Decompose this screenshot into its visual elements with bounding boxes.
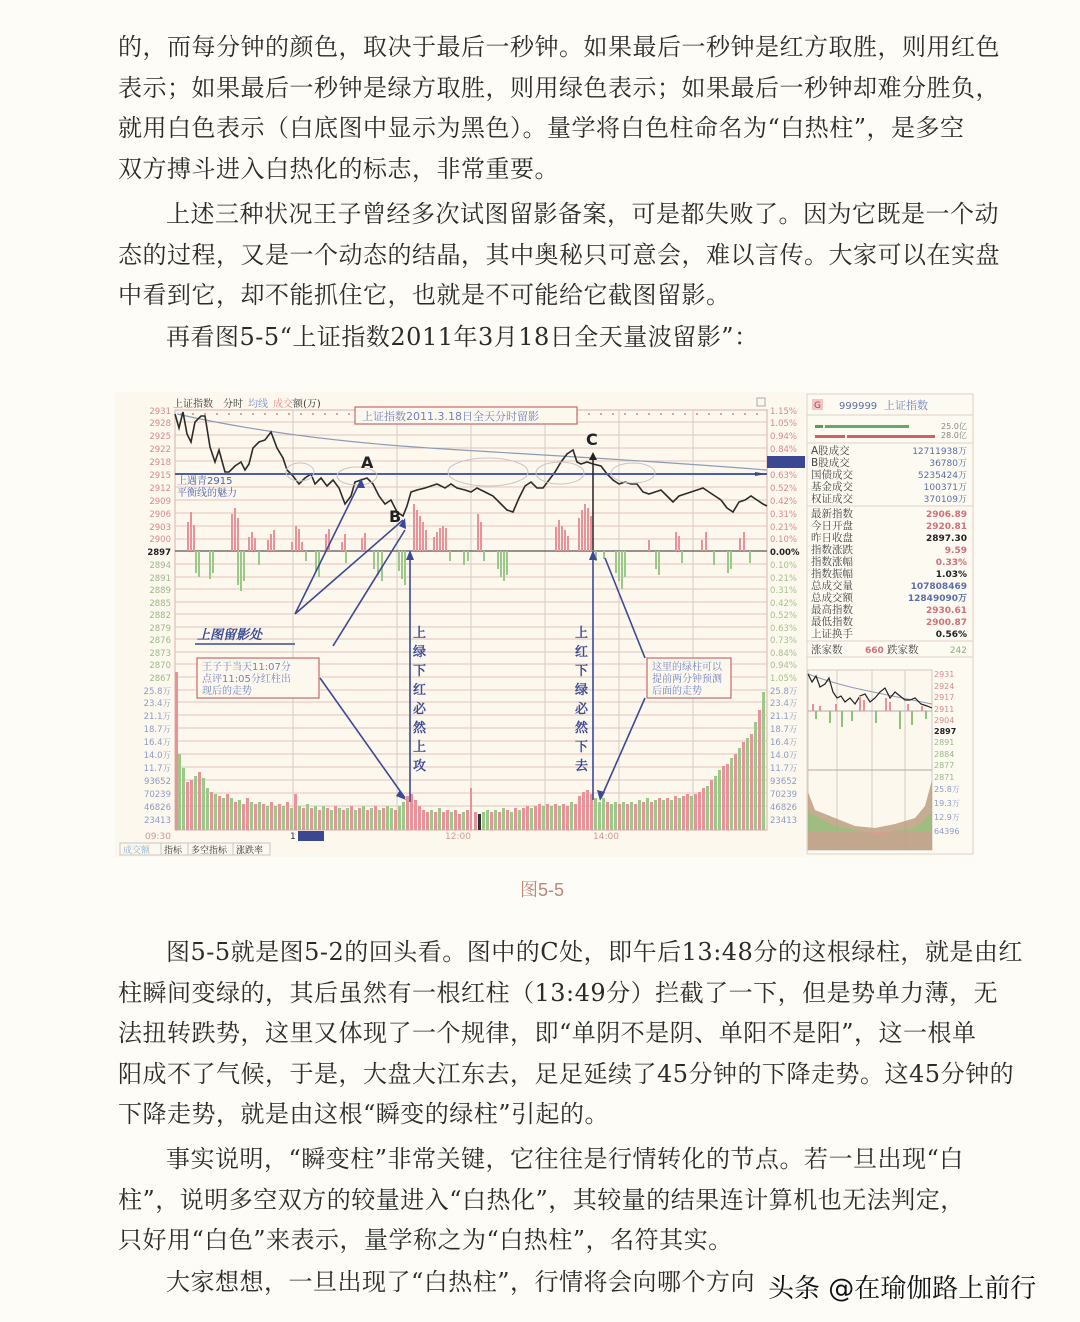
svg-text:2931: 2931 <box>149 407 171 417</box>
svg-text:0.21%: 0.21% <box>770 523 798 533</box>
svg-text:红: 红 <box>413 683 427 698</box>
svg-text:70239: 70239 <box>770 790 798 800</box>
svg-text:16.4万: 16.4万 <box>143 738 171 748</box>
svg-text:23413: 23413 <box>143 816 171 826</box>
svg-text:今日开盘: 今日开盘 <box>811 520 853 532</box>
svg-text:2924: 2924 <box>934 682 955 691</box>
watermark: 头条 @在瑜伽路上前行 <box>768 1274 1037 1304</box>
text-line: 法扭转跌势，这里又体现了一个规律，即“单阴不是阴、单阳不是阳”，这一根单 <box>118 1019 977 1047</box>
svg-text:2906: 2906 <box>149 510 171 520</box>
svg-text:0.10%: 0.10% <box>770 535 798 545</box>
svg-text:2906.89: 2906.89 <box>926 510 967 520</box>
tab-indicator[interactable]: 指标 <box>164 846 183 856</box>
outer-volume: 25.0亿 <box>941 422 967 431</box>
svg-text:下: 下 <box>575 740 589 755</box>
svg-text:46826: 46826 <box>143 803 171 813</box>
svg-text:93652: 93652 <box>143 777 171 787</box>
svg-text:93652: 93652 <box>770 777 798 787</box>
svg-text:14.0万: 14.0万 <box>770 751 798 761</box>
svg-text:12711938万: 12711938万 <box>912 447 967 457</box>
svg-text:最高指数: 最高指数 <box>811 604 853 616</box>
svg-text:0.10%: 0.10% <box>770 561 798 571</box>
svg-text:2891: 2891 <box>149 574 171 584</box>
svg-text:2867: 2867 <box>149 674 171 684</box>
annotation-1107-line3: 现后的走势 <box>202 686 252 697</box>
svg-text:2900.87: 2900.87 <box>926 618 967 628</box>
svg-text:0.52%: 0.52% <box>770 611 798 621</box>
svg-text:去: 去 <box>575 759 589 774</box>
paragraph-2 <box>118 194 1000 316</box>
svg-text:2917: 2917 <box>934 693 955 702</box>
svg-text:指数涨幅: 指数涨幅 <box>811 556 853 568</box>
annotation-balance-caption: 平衡线的魅力 <box>177 488 237 499</box>
svg-text:2882: 2882 <box>149 611 171 621</box>
svg-text:11.7万: 11.7万 <box>770 764 798 774</box>
svg-text:绿: 绿 <box>413 645 427 660</box>
svg-text:2871: 2871 <box>934 773 955 782</box>
tab-turnover[interactable]: 成交额 <box>123 846 151 856</box>
svg-text:2894: 2894 <box>149 561 171 571</box>
svg-text:上: 上 <box>413 626 427 641</box>
svg-text:总成交量: 总成交量 <box>811 580 853 592</box>
svg-text:21.1万: 21.1万 <box>143 712 171 722</box>
svg-text:18.7万: 18.7万 <box>770 725 798 735</box>
svg-text:1.05%: 1.05% <box>770 674 798 684</box>
svg-text:2911: 2911 <box>934 705 955 714</box>
svg-text:0.21%: 0.21% <box>770 574 798 584</box>
svg-text:2909: 2909 <box>149 497 171 507</box>
svg-text:最新指数: 最新指数 <box>811 508 853 520</box>
svg-text:21.1万: 21.1万 <box>770 712 798 722</box>
svg-text:14.0万: 14.0万 <box>143 751 171 761</box>
mini-chart <box>808 670 932 850</box>
annotation-1107-line2: 点评11:05分红柱出 <box>202 674 291 685</box>
volume-label: 成交 <box>273 399 293 410</box>
svg-text:0.94%: 0.94% <box>770 432 798 442</box>
svg-text:16.4万: 16.4万 <box>770 738 798 748</box>
decline-value: 242 <box>949 646 967 656</box>
text-line: 下降走势，就是由这根“瞬变的绿柱”引起的。 <box>118 1100 610 1128</box>
svg-text:2930.61: 2930.61 <box>926 606 967 616</box>
quote-name: 上证指数 <box>884 399 928 412</box>
svg-text:0.42%: 0.42% <box>770 497 798 507</box>
svg-text:绿: 绿 <box>575 683 589 698</box>
svg-text:昨日收盘: 昨日收盘 <box>811 532 853 544</box>
svg-text:2891: 2891 <box>934 738 955 747</box>
svg-text:下: 下 <box>413 664 427 679</box>
text-line: 就用白色表示（白底图中显示为黑色）。量学将白色柱命名为“白热柱”，是多空 <box>118 114 965 142</box>
svg-text:370109万: 370109万 <box>923 495 967 505</box>
svg-text:0.56%: 0.56% <box>935 630 967 640</box>
svg-text:0.84%: 0.84% <box>770 445 798 455</box>
avg-label: 均线 <box>248 399 268 410</box>
svg-text:2931: 2931 <box>934 670 955 679</box>
paragraph-5 <box>118 1139 988 1261</box>
svg-text:19.3万: 19.3万 <box>934 799 960 808</box>
text-line: 态的过程，又是一个动态的结晶，其中奥秘只可意会，难以言传。大家可以在实盘 <box>118 240 1000 269</box>
volume-unit-label: 额(万) <box>293 399 321 410</box>
svg-text:23.4万: 23.4万 <box>143 699 171 709</box>
svg-text:25.8万: 25.8万 <box>143 687 171 697</box>
svg-text:然: 然 <box>575 721 589 736</box>
svg-text:0.73%: 0.73% <box>770 636 798 646</box>
svg-text:0.63%: 0.63% <box>770 471 798 481</box>
annotation-1107-line1: 王子于当天11:07分 <box>202 662 291 673</box>
text-line: 表示；如果最后一秒钟是绿方取胜，则用绿色表示；如果最后一秒钟却难分胜负， <box>118 73 1000 102</box>
svg-text:2922: 2922 <box>149 445 171 455</box>
svg-text:107808469: 107808469 <box>910 582 967 592</box>
text-line: 大家想想，一旦出现了“白热柱”，行情将会向哪个方向 <box>166 1268 756 1296</box>
annotation-green-line2: 提前两分钟预测 <box>652 674 722 685</box>
figure-caption: 图5-5 <box>520 880 565 900</box>
marker-c: C <box>586 430 598 449</box>
tab-long-short[interactable]: 多空指标 <box>191 846 228 856</box>
text-line: 事实说明，“瞬变柱”非常关键，它往往是行情转化的节点。若一旦出现“白 <box>166 1145 964 1173</box>
svg-text:2877: 2877 <box>934 761 955 770</box>
text-line: 中看到它，却不能抓住它，也就是不可能给它截图留影。 <box>118 281 731 309</box>
svg-text:14:00: 14:00 <box>593 832 619 842</box>
svg-text:25.8万: 25.8万 <box>770 687 798 697</box>
text-line: 柱”，说明多空双方的较量进入“白热化”，其较量的结果连计算机也无法判定， <box>118 1185 965 1214</box>
svg-text:12:00: 12:00 <box>445 832 471 842</box>
svg-text:下: 下 <box>575 664 589 679</box>
svg-text:64396: 64396 <box>934 827 960 836</box>
svg-text:必: 必 <box>413 702 427 717</box>
svg-text:100371万: 100371万 <box>923 483 967 493</box>
svg-text:2897: 2897 <box>934 727 957 736</box>
text-line: 图5-5就是图5-2的回头看。图中的C处，即午后13:48分的这根绿柱，就是由红 <box>166 938 1023 966</box>
figure-5-5-intraday-chart <box>115 392 975 857</box>
svg-text:1.15%: 1.15% <box>770 407 798 417</box>
svg-text:上: 上 <box>575 626 589 641</box>
svg-text:B股成交: B股成交 <box>811 457 850 469</box>
text-line: 上述三种状况王子曾经多次试图留影备案，可是都失败了。因为它既是一个动 <box>166 200 999 228</box>
svg-text:0.84%: 0.84% <box>770 649 798 659</box>
svg-text:23.4万: 23.4万 <box>770 699 798 709</box>
paragraph-3 <box>118 317 988 358</box>
text-line: 柱瞬间变绿的，其后虽然有一根红柱（13:49分）拦截了一下，但是势单力薄，无 <box>118 978 999 1007</box>
svg-text:上: 上 <box>413 740 427 755</box>
svg-text:1.05%: 1.05% <box>770 419 798 429</box>
advance-label: 涨家数 <box>811 644 843 656</box>
svg-text:国债成交: 国债成交 <box>811 469 853 481</box>
svg-text:上证换手: 上证换手 <box>811 628 853 640</box>
title-box-text: 上证指数2011.3.18日全天分时留影 <box>362 410 539 423</box>
svg-text:2873: 2873 <box>149 649 171 659</box>
marker-a: A <box>361 453 374 472</box>
svg-text:2900: 2900 <box>149 535 171 545</box>
svg-text:攻: 攻 <box>413 759 427 774</box>
svg-text:0.31%: 0.31% <box>770 510 798 520</box>
svg-text:最低指数: 最低指数 <box>811 616 853 628</box>
svg-text:2912: 2912 <box>149 484 171 494</box>
svg-text:9.59: 9.59 <box>944 546 967 556</box>
svg-text:11.7万: 11.7万 <box>143 764 171 774</box>
svg-text:A股成交: A股成交 <box>811 445 850 457</box>
decline-label: 跌家数 <box>887 644 919 656</box>
svg-text:0.42%: 0.42% <box>770 599 798 609</box>
advance-value: 660 <box>865 646 884 656</box>
svg-text:2897.30: 2897.30 <box>926 534 967 544</box>
mode-label: 分时 <box>223 399 243 410</box>
svg-text:然: 然 <box>413 721 427 736</box>
svg-text:2903: 2903 <box>149 523 171 533</box>
svg-text:0.31%: 0.31% <box>770 586 798 596</box>
svg-text:25.8万: 25.8万 <box>934 785 960 794</box>
paragraph-1 <box>118 27 1000 189</box>
svg-text:0.52%: 0.52% <box>770 484 798 494</box>
svg-text:2897: 2897 <box>147 548 171 558</box>
text-line: 双方搏斗进入白热化的标志，非常重要。 <box>118 154 559 183</box>
svg-text:1: 1 <box>290 832 296 842</box>
tab-advance-decline[interactable]: 涨跌率 <box>236 846 264 856</box>
svg-text:12.9万: 12.9万 <box>934 813 960 822</box>
svg-text:0.33%: 0.33% <box>935 558 967 568</box>
svg-text:1.03%: 1.03% <box>935 570 967 580</box>
svg-text:2904: 2904 <box>934 716 955 725</box>
index-name-label: 上证指数 <box>173 399 213 410</box>
text-line: 阳成不了气候，于是，大盘大江东去，足足延续了45分钟的下降走势。这45分钟的 <box>118 1059 1015 1088</box>
svg-text:0.63%: 0.63% <box>770 624 798 634</box>
svg-text:36780万: 36780万 <box>929 459 967 469</box>
svg-text:2925: 2925 <box>149 432 171 442</box>
text-line: 的，而每分钟的颜色，取决于最后一秒钟。如果最后一秒钟是红方取胜，则用红色 <box>118 33 1000 61</box>
svg-text:18.7万: 18.7万 <box>143 725 171 735</box>
svg-text:46826: 46826 <box>770 803 798 813</box>
svg-text:指数振幅: 指数振幅 <box>811 568 853 580</box>
inner-volume: 28.0亿 <box>941 431 967 440</box>
svg-text:2918: 2918 <box>149 458 171 468</box>
annotation-balance-line: 上遇青2915 <box>177 476 233 487</box>
svg-text:70239: 70239 <box>143 790 171 800</box>
quote-badge: G <box>814 401 821 411</box>
svg-text:0.00%: 0.00% <box>770 548 800 558</box>
svg-text:2928: 2928 <box>149 419 171 429</box>
svg-text:2870: 2870 <box>149 661 171 671</box>
svg-text:必: 必 <box>575 702 589 717</box>
svg-text:2884: 2884 <box>934 750 955 759</box>
annotation-green-line1: 这里的绿柱可以 <box>652 662 722 673</box>
svg-text:0.94%: 0.94% <box>770 661 798 671</box>
svg-text:红: 红 <box>575 645 589 660</box>
bottom-tabs <box>120 843 270 856</box>
svg-text:5235424万: 5235424万 <box>917 471 967 481</box>
svg-text:2879: 2879 <box>149 624 171 634</box>
quote-code: 999999 <box>839 401 878 412</box>
svg-text:09:30: 09:30 <box>145 832 171 842</box>
quote-panel <box>807 394 973 854</box>
svg-text:基金成交: 基金成交 <box>811 481 853 493</box>
paragraph-4 <box>118 932 1023 1135</box>
text-line: 再看图5-5“上证指数2011年3月18日全天量波留影”： <box>166 323 759 351</box>
text-line: 只好用“白色”来表示，量学称之为“白热柱”，名符其实。 <box>118 1226 733 1254</box>
annotation-prev-image: 上图留影处 <box>197 628 263 643</box>
svg-text:12849090万: 12849090万 <box>907 594 967 604</box>
scroll-thumb[interactable] <box>298 831 324 841</box>
svg-text:2920.81: 2920.81 <box>926 522 967 532</box>
svg-text:2876: 2876 <box>149 636 171 646</box>
marker-b: B <box>389 507 402 526</box>
svg-text:23413: 23413 <box>770 816 798 826</box>
svg-text:2915: 2915 <box>149 471 171 481</box>
svg-text:总成交额: 总成交额 <box>811 592 853 604</box>
svg-text:2889: 2889 <box>149 586 171 596</box>
svg-text:权证成交: 权证成交 <box>811 493 853 505</box>
annotation-green-line3: 后面的走势 <box>652 686 702 697</box>
svg-text:指数涨跌: 指数涨跌 <box>811 544 853 556</box>
svg-text:2885: 2885 <box>149 599 171 609</box>
